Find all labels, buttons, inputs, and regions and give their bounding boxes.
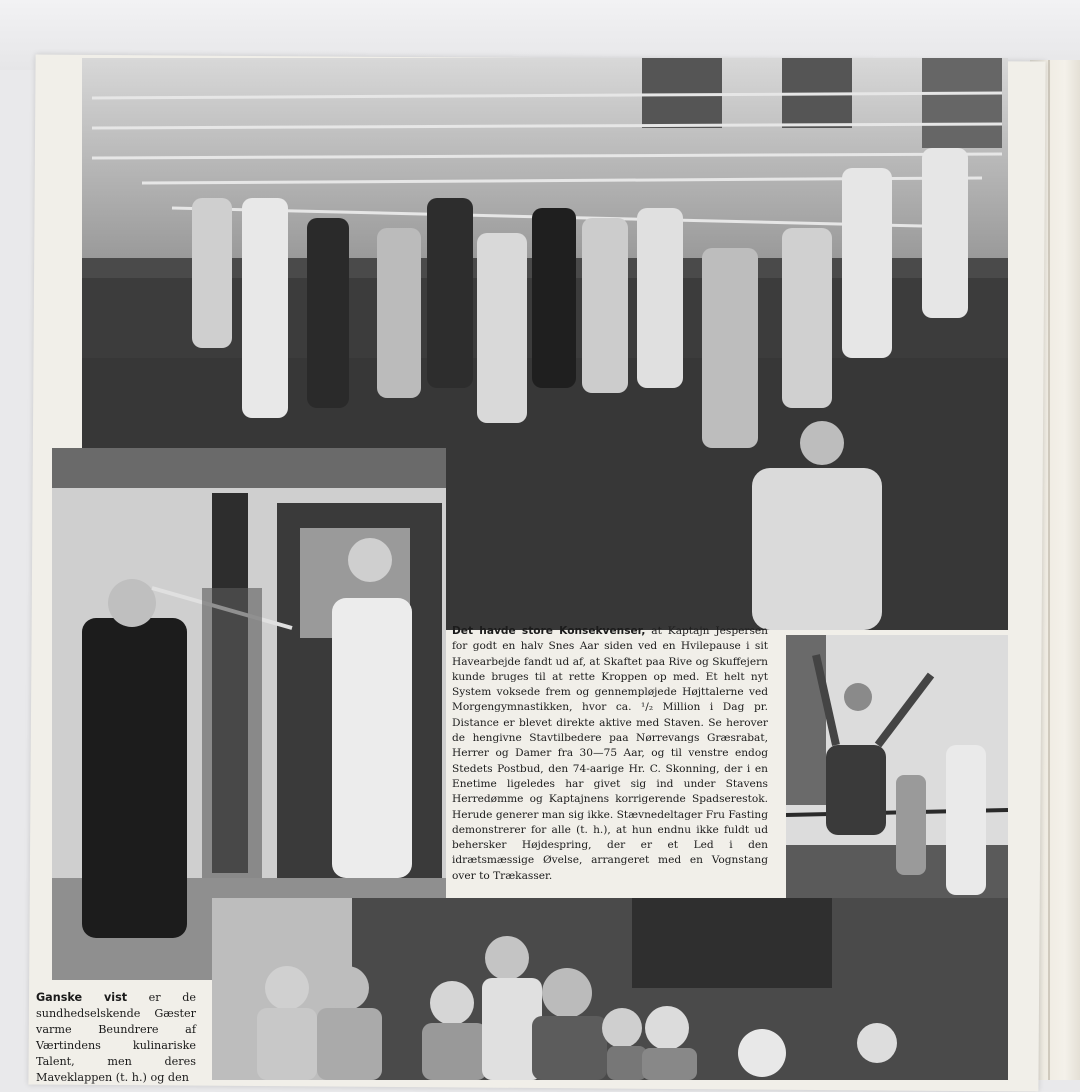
page-fold-line: [1048, 60, 1050, 1080]
main-caption-body: at Kaptajn Jespersen for godt en halv Snes Aar siden ved en Hvilepause i sit Havearbejde fandt ud af, at Skaftet paa Rive og Skuffejern kunde bruges til at rette Kroppen op med. Et helt nyt System voksede frem og gennempløjede Højttalerne ved Morgengymnastikken, hvor ca. ¹/₂ Million i Dag pr. Distance er blevet direkte aktive med Staven. Se herover de hengivne Stavtilbedere paa Nørrevangs Græsrabat, Herrer og Damer fra 30—75 Aar, og til venstre endog Stedets Postbud, den 74-aarige Hr. C. Skonning, der i en Enetime ligeledes har givet sig ind under Stavens Herredømme og Kaptajnens korrigerende Spadserestok. Herude generer man sig ikke. Stævnedeltager Fru Fasting demonstrerer for alle (t. h.), at hun endnu ikke fuldt ud behersker Højdespring, der er et Led i den idrætsmæssige Øvelse, arrangeret med en Vognstang over to Trækasser.: [452, 625, 768, 882]
guests-group-photo: [212, 898, 1008, 1080]
side-caption: [36, 990, 196, 1086]
main-caption-lead: Det havde store Konsekvenser,: [452, 625, 646, 637]
high-jump-photo: [786, 635, 1008, 925]
side-caption-lead: Ganske vist: [36, 991, 128, 1004]
side-caption-body: er de sundhedselskende Gæster varme Beundrere af Værtindens kulinariske Talent, men deres Maveklappen (t. h.) og den: [36, 991, 196, 1084]
main-caption: [452, 624, 768, 884]
